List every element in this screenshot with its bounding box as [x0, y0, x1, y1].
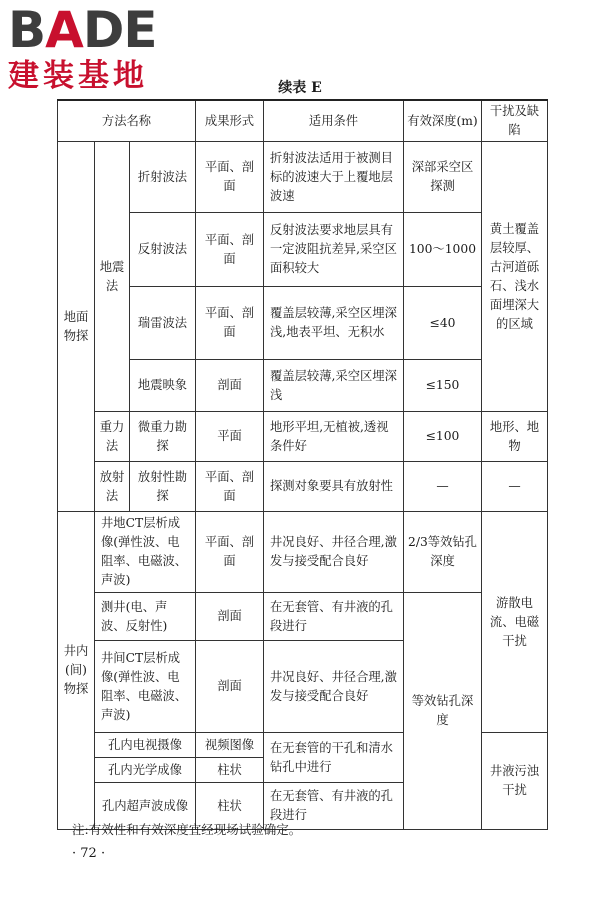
method-name: 井间CT层析成像(弹性波、电阻率、电磁波、声波) — [95, 641, 196, 733]
table-row — [58, 512, 548, 593]
method-name: 孔内光学成像 — [95, 758, 196, 783]
method-table — [57, 99, 548, 830]
group-seismic: 地震法 — [95, 142, 130, 412]
condition: 覆盖层较薄,采空区埋深浅 — [264, 360, 404, 412]
header-condition: 适用条件 — [264, 100, 404, 142]
table-row — [58, 287, 548, 360]
depth: 100～1000 — [404, 213, 482, 287]
table-row — [58, 360, 548, 412]
interference-fluid: 井液污浊干扰 — [482, 733, 548, 830]
interference: 地形、地物 — [482, 412, 548, 462]
result-form: 剖面 — [196, 593, 264, 641]
method-name: 瑞雷波法 — [130, 287, 196, 360]
condition: 在无套管、有井液的孔段进行 — [264, 783, 404, 830]
method-name: 井地CT层析成像(弹性波、电阻率、电磁波、声波) — [95, 512, 196, 593]
condition: 井况良好、井径合理,激发与接受配合良好 — [264, 641, 404, 733]
condition: 反射波法要求地层具有一定波阻抗差异,采空区面积较大 — [264, 213, 404, 287]
table-row — [58, 142, 548, 213]
depth: — — [404, 462, 482, 512]
interference-electrical: 游散电流、电磁干扰 — [482, 512, 548, 733]
table-row — [58, 593, 548, 641]
group-radioactive: 放射法 — [95, 462, 130, 512]
depth: 深部采空区探测 — [404, 142, 482, 213]
table-row — [58, 213, 548, 287]
table-row — [58, 462, 548, 512]
table-row — [58, 412, 548, 462]
condition: 折射波法适用于被测目标的波速大于上覆地层波速 — [264, 142, 404, 213]
header-depth: 有效深度(m) — [404, 100, 482, 142]
result-form: 平面、剖面 — [196, 462, 264, 512]
method-name: 孔内电视摄像 — [95, 733, 196, 758]
logo-wordmark: BADE — [8, 1, 157, 59]
page-number: · 72 · — [72, 846, 106, 861]
method-name: 反射波法 — [130, 213, 196, 287]
method-name: 放射性勘探 — [130, 462, 196, 512]
header-method: 方法名称 — [58, 100, 196, 142]
condition: 覆盖层较薄,采空区埋深浅,地表平坦、无积水 — [264, 287, 404, 360]
result-form: 平面 — [196, 412, 264, 462]
method-name: 地震映象 — [130, 360, 196, 412]
depth: ≤40 — [404, 287, 482, 360]
result-form: 剖面 — [196, 641, 264, 733]
depth: ≤100 — [404, 412, 482, 462]
header-result: 成果形式 — [196, 100, 264, 142]
header-row — [58, 100, 548, 142]
result-form: 柱状 — [196, 758, 264, 783]
logo-subtitle: 建装基地 — [8, 58, 148, 94]
condition: 地形平坦,无植被,透视条件好 — [264, 412, 404, 462]
table-note: 注:有效性和有效深度宜经现场试验确定。 — [72, 822, 302, 837]
result-form: 剖面 — [196, 360, 264, 412]
category-surface: 地面物探 — [58, 142, 95, 512]
result-form: 平面、剖面 — [196, 213, 264, 287]
condition: 在无套管、有井液的孔段进行 — [264, 593, 404, 641]
condition: 井况良好、井径合理,激发与接受配合良好 — [264, 512, 404, 593]
depth-merged: 等效钻孔深度 — [404, 593, 482, 830]
condition: 探测对象要具有放射性 — [264, 462, 404, 512]
result-form: 平面、剖面 — [196, 287, 264, 360]
result-form: 柱状 — [196, 783, 264, 830]
result-form: 平面、剖面 — [196, 142, 264, 213]
depth: 2/3等效钻孔深度 — [404, 512, 482, 593]
interference: — — [482, 462, 548, 512]
result-form: 视频图像 — [196, 733, 264, 758]
condition: 在无套管的干孔和清水钻孔中进行 — [264, 733, 404, 783]
interference-surface: 黄土覆盖层较厚、古河道砾石、浅水面埋深大的区域 — [482, 142, 548, 412]
method-name: 测井(电、声波、反射性) — [95, 593, 196, 641]
method-name: 微重力勘探 — [130, 412, 196, 462]
depth: ≤150 — [404, 360, 482, 412]
result-form: 平面、剖面 — [196, 512, 264, 593]
group-gravity: 重力法 — [95, 412, 130, 462]
method-name: 孔内超声波成像 — [95, 783, 196, 830]
category-borehole: 井内(间)物探 — [58, 512, 95, 830]
table-title: 续表 E — [278, 80, 322, 96]
method-name: 折射波法 — [130, 142, 196, 213]
header-interference: 干扰及缺陷 — [482, 100, 548, 142]
